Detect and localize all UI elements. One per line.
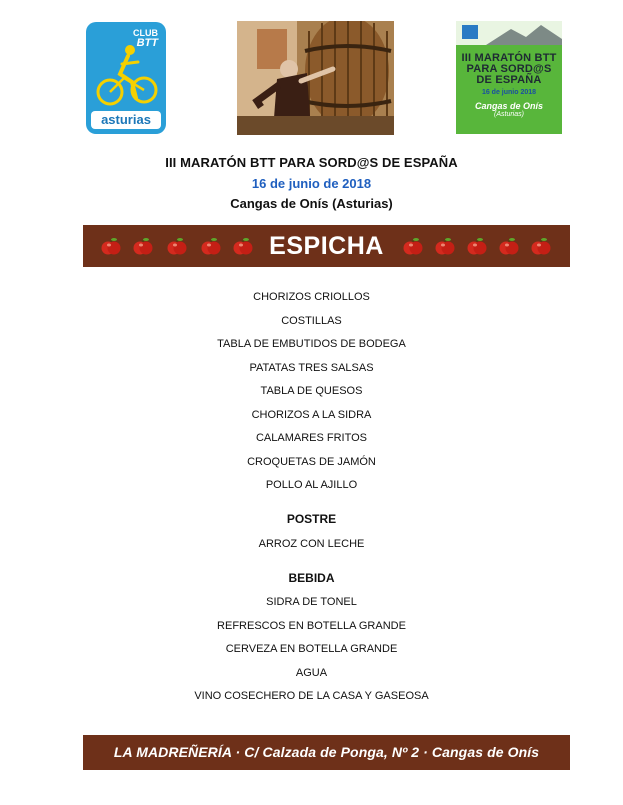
poster-place: Cangas de Onís	[474, 101, 544, 111]
mountain-icon	[456, 21, 562, 45]
menu-item: PATATAS TRES SALSAS	[249, 361, 374, 374]
apple-icon	[403, 236, 423, 256]
poster-title: III MARATÓN BTT PARA SORD@S DE ESPAÑA	[461, 52, 557, 86]
espicha-banner	[83, 225, 570, 267]
apple-icon	[499, 236, 519, 256]
menu-item: CALAMARES FRITOS	[255, 432, 368, 444]
menu-item: ARROZ CON LECHE	[258, 538, 365, 550]
espicha-photo	[237, 21, 394, 135]
event-poster-logo	[456, 21, 562, 134]
menu-item: CERVEZA EN BOTELLA GRANDE	[225, 643, 398, 655]
event-title: III MARATÓN BTT PARA SORD@S DE ESPAÑA	[165, 155, 458, 170]
poster-date: 16 de junio 2018	[481, 89, 537, 96]
menu-item: VINO COSECHERO DE LA CASA Y GASEOSA	[194, 690, 429, 702]
btt-label: BTT	[136, 37, 158, 49]
menu-item: AGUA	[295, 666, 328, 679]
apple-icon	[467, 236, 487, 256]
menu-item: REFRESCOS EN BOTELLA GRANDE	[217, 619, 406, 632]
apple-icon	[531, 236, 551, 256]
apple-icon	[233, 236, 253, 256]
menu-item: CHORIZOS CRIOLLOS	[253, 291, 370, 303]
dessert-heading: POSTRE	[286, 512, 337, 526]
menu-item: CROQUETAS DE JAMÓN	[247, 455, 376, 468]
club-label: CLUB	[133, 28, 158, 38]
banner-title: ESPICHA	[269, 232, 384, 260]
event-date: 16 de junio de 2018	[251, 176, 372, 191]
asturias-logo-text: asturias	[91, 111, 161, 129]
poster-region: (Asturias)	[494, 111, 524, 118]
menu-item: TABLA DE QUESOS	[260, 385, 363, 397]
apple-icon	[133, 236, 153, 256]
drinks-heading: BEBIDA	[288, 571, 335, 585]
menu-item: CHORIZOS A LA SIDRA	[251, 408, 372, 421]
dishes-list	[0, 286, 623, 498]
menu-item: TABLA DE EMBUTIDOS DE BODEGA	[217, 338, 406, 350]
drinks-list	[0, 591, 623, 709]
apple-icon	[435, 236, 455, 256]
cyclist-icon	[92, 42, 160, 110]
menu-item: COSTILLAS	[281, 314, 342, 327]
menu-item: POLLO AL AJILLO	[265, 479, 358, 491]
dessert-list	[0, 533, 623, 557]
venue-footer: LA MADREÑERÍA · C/ Calzada de Ponga, Nº 2 · Cangas de Onís (Asturias)	[83, 735, 570, 770]
club-btt-asturias-logo	[86, 22, 166, 134]
event-location: Cangas de Onís (Asturias)	[230, 196, 393, 211]
apple-icon	[201, 236, 221, 256]
apple-icon	[167, 236, 187, 256]
apple-icon	[101, 236, 121, 256]
menu-item: SIDRA DE TONEL	[266, 596, 357, 608]
